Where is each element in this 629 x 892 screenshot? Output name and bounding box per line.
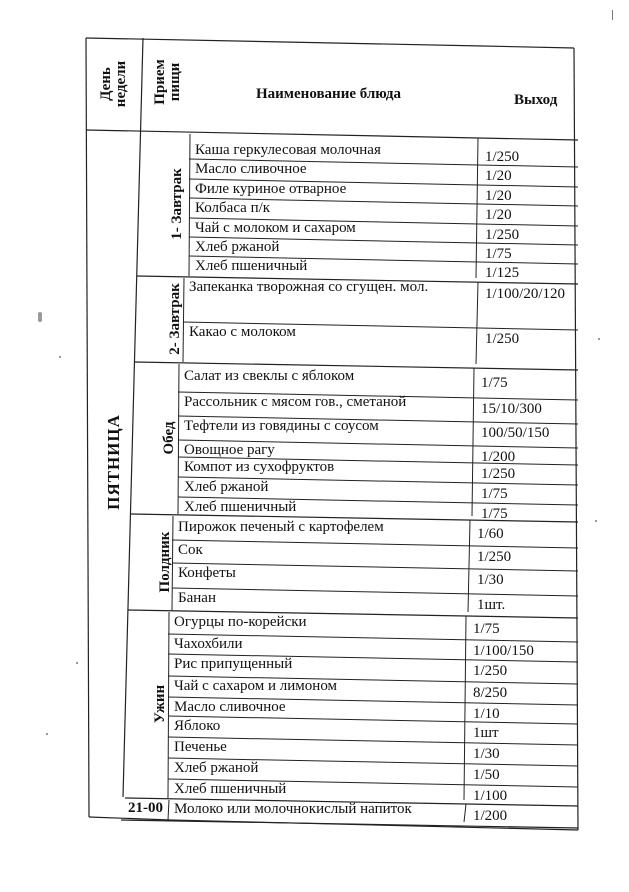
dish-name: Хлеб пшеничный — [174, 781, 287, 797]
header-dish-name: Наименование блюда — [256, 86, 401, 102]
grid-line — [168, 737, 578, 745]
grid-line — [476, 282, 478, 364]
grid-line — [172, 588, 578, 596]
grid-line — [172, 540, 578, 548]
dish-output: 1шт — [473, 725, 499, 741]
grid-line — [476, 138, 478, 278]
dish-name: Хлеб пшеничный — [195, 258, 308, 274]
grid-line — [189, 134, 190, 276]
grid-line — [86, 38, 89, 817]
dish-name: Чай с сахаром и лимоном — [174, 678, 338, 694]
dish-output: 1/100/150 — [473, 643, 534, 659]
dish-name: Масло сливочное — [174, 699, 286, 715]
dish-name: Каша геркулесовая молочная — [195, 142, 381, 158]
dish-name: Банан — [178, 590, 216, 606]
meal-label: Обед — [161, 421, 177, 455]
dish-output: 1/60 — [477, 526, 504, 542]
dish-name: Хлеб ржаной — [184, 479, 269, 495]
dish-output: 1/200 — [481, 449, 516, 465]
header-output: Выход — [514, 92, 558, 108]
grid-line — [168, 612, 169, 798]
dish-output: 1/10 — [473, 706, 500, 722]
dish-name: Огурцы по-корейски — [174, 614, 307, 630]
grid-line — [464, 616, 466, 800]
dish-output: 1/30 — [477, 572, 504, 588]
dish-name: Филе куриное отварное — [195, 181, 347, 197]
dish-output: 1/75 — [481, 486, 508, 502]
dish-output: 15/10/300 — [481, 401, 542, 417]
dish-output: 1/125 — [485, 265, 520, 281]
scan-speck — [598, 338, 600, 340]
dish-name: Рассольник с мясом гов., сметаной — [184, 394, 407, 410]
dish-output: 1/250 — [485, 331, 520, 347]
meal-label: 1- Завтрак — [169, 168, 185, 240]
grid-line — [574, 48, 578, 830]
dish-output: 1/20 — [485, 207, 512, 223]
dish-name: Чахохбили — [174, 636, 243, 652]
dish-output: 1/100 — [473, 788, 508, 804]
dish-name: Рис припущенный — [174, 656, 293, 672]
dish-output: 1/75 — [473, 621, 500, 637]
dish-name: Тефтели из говядины с соусом — [184, 418, 379, 434]
dish-output: 1/250 — [473, 663, 508, 679]
dish-name: Запеканка творожная со сгущен. мол. — [189, 279, 429, 295]
dish-output: 1/75 — [481, 506, 508, 522]
dish-output: 1/250 — [485, 149, 520, 165]
grid-line — [121, 820, 578, 828]
scan-speck — [76, 662, 78, 664]
grid-line — [168, 800, 169, 820]
dish-name: Молоко или молочнокислый напиток — [174, 801, 412, 817]
dish-name: Печенье — [174, 739, 227, 755]
scan-speck — [46, 733, 48, 735]
grid-line — [483, 46, 574, 48]
dish-output: 1/250 — [485, 227, 520, 243]
dish-output: 1/50 — [473, 767, 500, 783]
dish-name: Овощное рагу — [184, 442, 275, 458]
dish-output: 1шт. — [477, 597, 506, 613]
dish-output: 8/250 — [473, 685, 508, 701]
dish-output: 1/250 — [477, 549, 512, 565]
dish-output: 1/75 — [481, 375, 508, 391]
scan-speck — [612, 10, 613, 20]
grid-line — [123, 38, 143, 797]
dish-output: 1/100/20/120 — [485, 286, 566, 302]
meal-label-evening: 21-00 — [128, 800, 163, 816]
dish-name: Яблоко — [174, 718, 221, 734]
dish-output: 1/75 — [485, 246, 512, 262]
grid-line — [468, 520, 470, 612]
dish-name: Конфеты — [178, 565, 236, 581]
meal-label: 2- Завтрак — [167, 283, 183, 355]
dish-name: Хлеб ржаной — [174, 760, 259, 776]
day-label: ПЯТНИЦА — [104, 414, 123, 510]
dish-output: 100/50/150 — [481, 425, 550, 441]
meal-label: Ужин — [152, 684, 168, 724]
scan-speck — [595, 520, 597, 522]
dish-output: 1/20 — [485, 188, 512, 204]
dish-name: Какао с молоком — [189, 324, 296, 340]
grid-line — [168, 716, 578, 724]
scan-speck — [59, 356, 61, 358]
dish-name: Масло сливочное — [195, 161, 307, 177]
dish-name: Колбаса п/к — [195, 200, 271, 216]
grid-line — [183, 278, 184, 362]
dish-output: 1/200 — [473, 808, 508, 824]
grid-line — [86, 38, 483, 46]
dish-name: Чай с молоком и сахаром — [195, 220, 356, 236]
dish-output: 1/250 — [481, 466, 516, 482]
dish-name: Хлеб ржаной — [195, 239, 280, 255]
dish-name: Компот из сухофруктов — [184, 459, 335, 475]
header-meal: Прием пищи — [152, 59, 183, 105]
dish-name: Пирожок печеный с картофелем — [178, 519, 384, 535]
grid-line — [86, 130, 578, 140]
dish-name: Сок — [178, 542, 203, 558]
dish-output: 1/20 — [485, 168, 512, 184]
meal-label: Полдник — [157, 531, 173, 593]
grid-line — [472, 368, 474, 516]
header-day-of-week: День недели — [98, 60, 129, 108]
dish-output: 1/30 — [473, 746, 500, 762]
grid-line — [178, 364, 179, 514]
dish-name: Хлеб пшеничный — [184, 499, 297, 515]
dish-name: Салат из свеклы с яблоком — [184, 368, 355, 384]
grid-line — [464, 804, 466, 822]
scan-speck — [38, 312, 42, 322]
